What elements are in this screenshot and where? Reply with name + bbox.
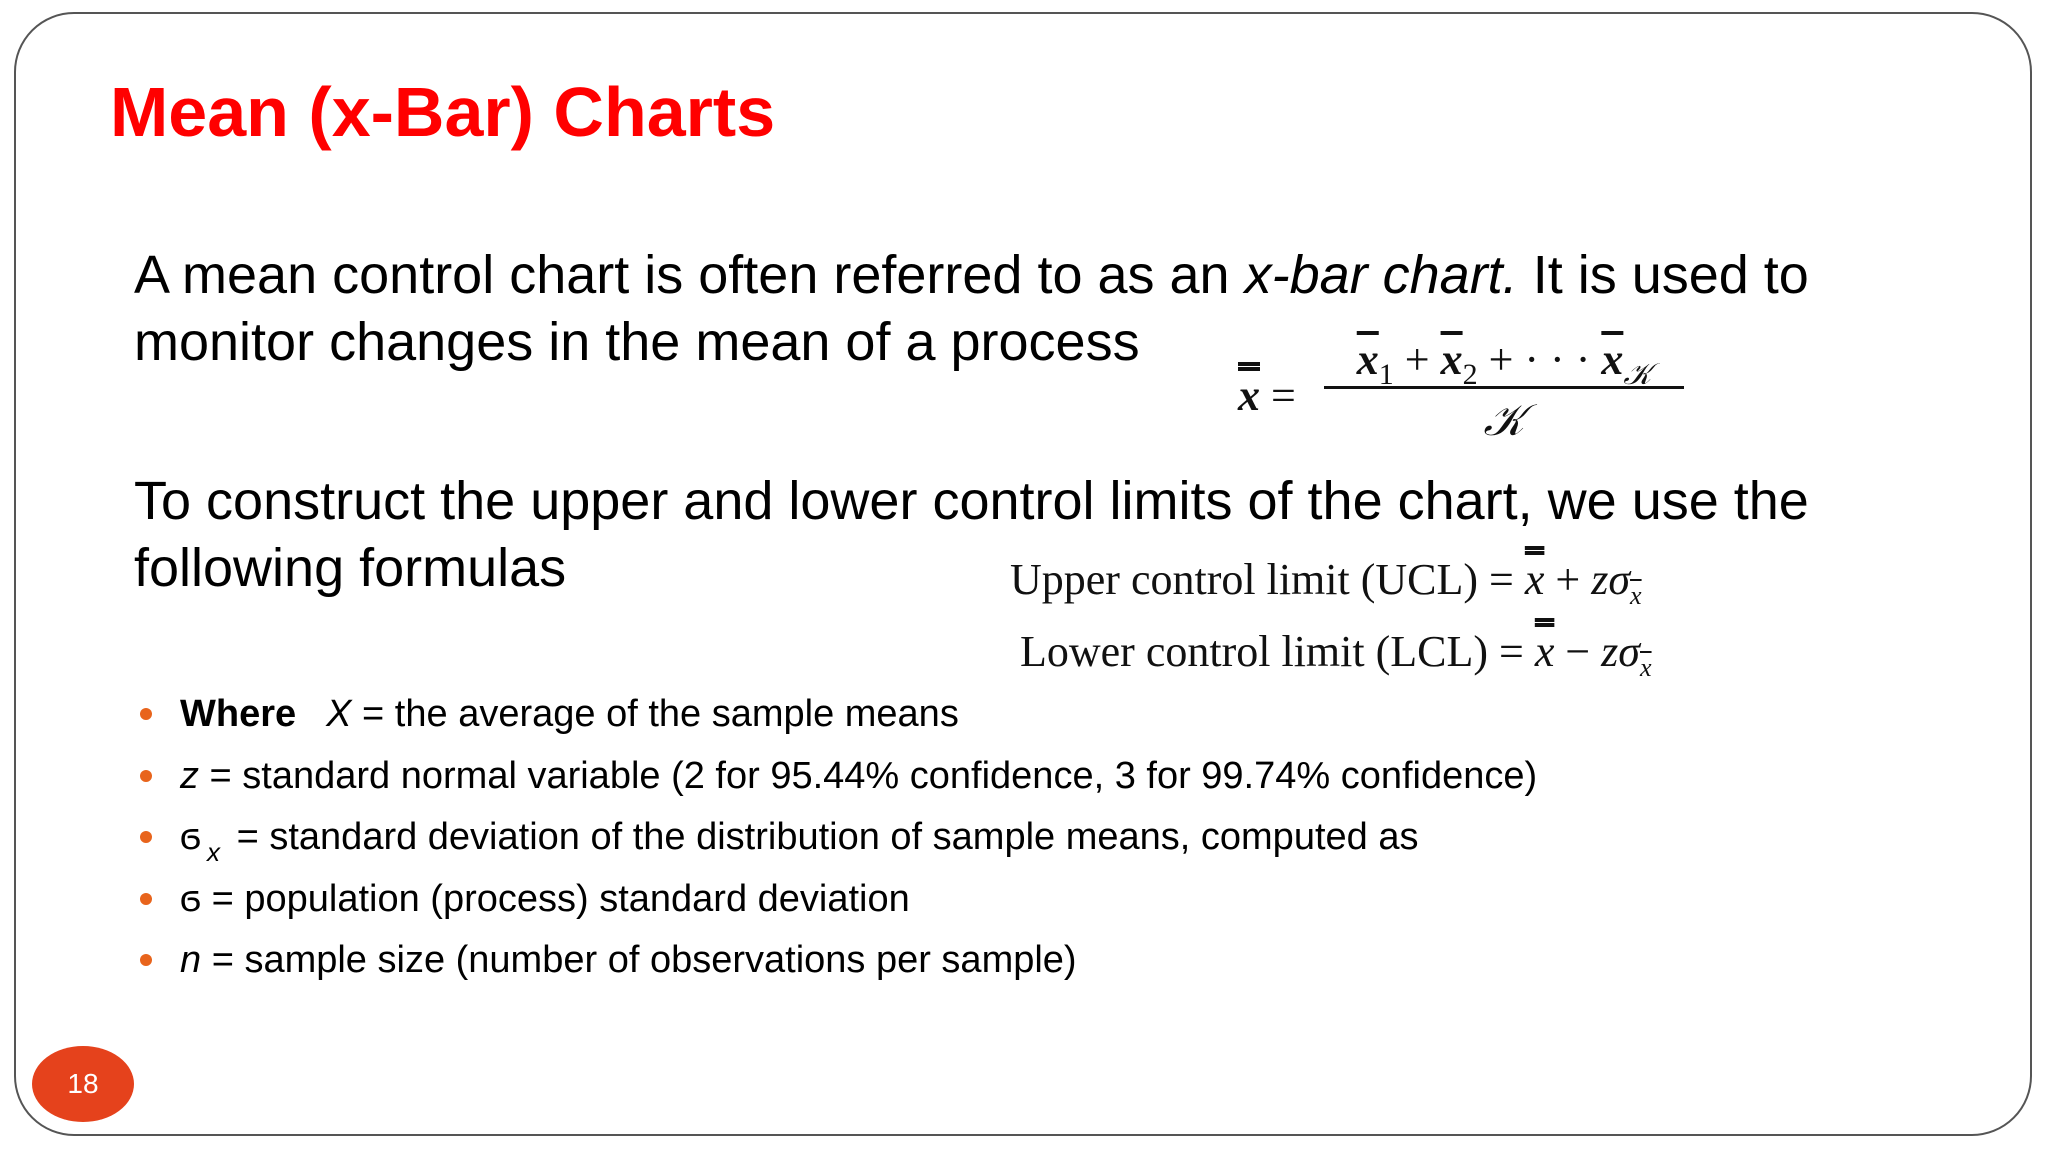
- control-limit-formulas: [1010, 554, 1652, 698]
- list-item: z = standard normal variable (2 for 95.44% confidence, 3 for 99.74% confidence): [140, 752, 1537, 814]
- formula-lhs-var: x: [1238, 371, 1260, 420]
- list-item: n = sample size (number of observations per sample): [140, 936, 1537, 998]
- formula-numerator: $\overline{x}_1 + \overline{x}_2$ + · · · $\overline{x}_𝒦$: [1356, 335, 1652, 391]
- limits-paragraph: To construct the upper and lower control limits of the chart, we use the following formulas: [134, 471, 1809, 598]
- bullet-dot-icon: [140, 893, 152, 905]
- intro-text-start: A mean control chart is often referred to as an: [134, 245, 1245, 305]
- lcl-formula: Lower control limit $(LCL) = x - z\sigma_{\overline{x}}$: [1020, 627, 1652, 682]
- intro-emphasis: x-bar chart.: [1244, 245, 1518, 305]
- formula-denominator: 𝒦: [1483, 396, 1525, 445]
- bullet-dot-icon: [140, 770, 152, 782]
- list-item: Where X = the average of the sample means: [140, 690, 1537, 752]
- list-item: ϭ = population (process) standard deviation: [140, 875, 1537, 937]
- page-number-badge: 18: [32, 1046, 134, 1122]
- formula-lhs: [1238, 370, 1296, 421]
- list-item: ϭ $_x$ = standard deviation of the distribution of sample means, computed as: [140, 813, 1537, 875]
- ucl-label: Upper control limit (UCL) =: [1010, 555, 1525, 604]
- formula-equals: =: [1271, 371, 1296, 420]
- bullet-dot-icon: [140, 708, 152, 720]
- bullet-dot-icon: [140, 831, 152, 843]
- definition-list: [140, 690, 1537, 998]
- formula-fraction: [1324, 334, 1684, 446]
- lcl-label: Lower control limit (LCL) =: [1020, 627, 1535, 676]
- slide-title: Mean (x-Bar) Charts: [110, 73, 776, 151]
- ucl-formula: Upper control limit $(UCL) = x + z\sigma_{\overline{x}}$: [1010, 555, 1642, 610]
- bullet-dot-icon: [140, 954, 152, 966]
- intro-text-end: It is used to monitor changes in the mean of a process: [134, 245, 1809, 372]
